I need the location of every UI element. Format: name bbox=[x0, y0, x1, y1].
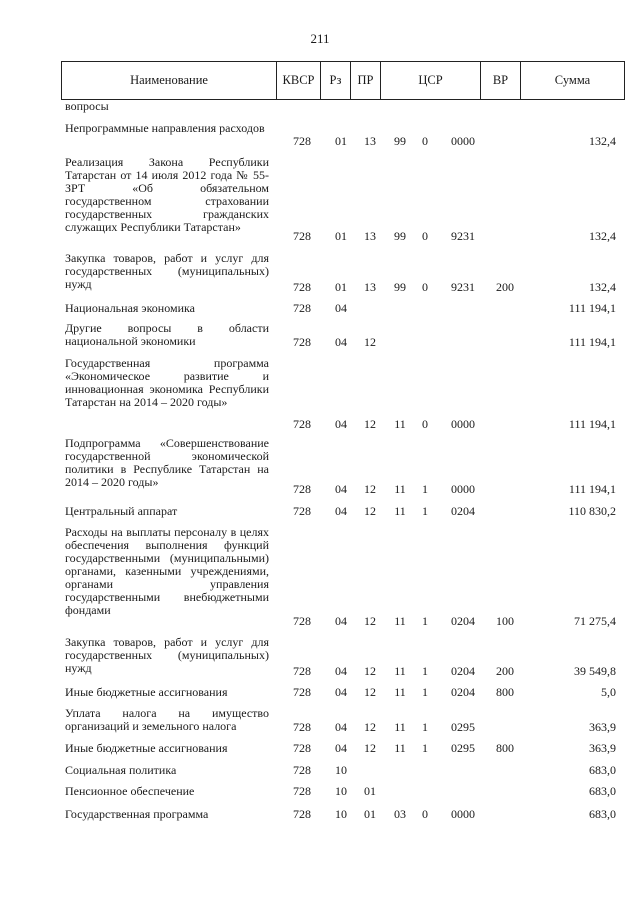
row-pr: 12 bbox=[364, 685, 376, 699]
page-number: 211 bbox=[310, 31, 330, 46]
row-name: Расходы на выплаты персоналу в целях обеспечения выполнения функций государственными (муниципальными) органами, казенными учреждениями, органами управления государственными внебюджетными фондами bbox=[65, 525, 269, 617]
row-name: Центральный аппарат bbox=[65, 504, 178, 518]
row-rz: 04 bbox=[335, 720, 347, 734]
row-sum: 39 549,8 bbox=[574, 664, 616, 678]
row-pr: 13 bbox=[364, 134, 376, 148]
table-row bbox=[0, 156, 640, 243]
row-csr-subprogram: 0 bbox=[422, 280, 428, 294]
row-kvsr: 728 bbox=[293, 280, 311, 294]
row-kvsr: 728 bbox=[293, 614, 311, 628]
row-rz: 01 bbox=[335, 229, 347, 243]
row-csr-program: 99 bbox=[394, 134, 406, 148]
table-row bbox=[0, 764, 640, 777]
row-rz: 04 bbox=[335, 504, 347, 518]
table-row bbox=[0, 437, 640, 496]
row-csr-code: 0295 bbox=[451, 741, 475, 755]
table-row bbox=[0, 357, 640, 431]
row-rz: 04 bbox=[335, 335, 347, 349]
table-row bbox=[0, 302, 640, 315]
row-csr-code: 0000 bbox=[451, 417, 475, 431]
row-pr: 01 bbox=[364, 784, 376, 798]
table-row bbox=[0, 505, 640, 518]
row-pr: 12 bbox=[364, 482, 376, 496]
row-csr-program: 99 bbox=[394, 280, 406, 294]
row-csr-code: 0000 bbox=[451, 482, 475, 496]
row-name: Закупка товаров, работ и услуг для государственных (муниципальных) нужд bbox=[65, 251, 269, 291]
row-rz: 01 bbox=[335, 134, 347, 148]
row-csr-program: 03 bbox=[394, 807, 406, 821]
row-kvsr: 728 bbox=[293, 134, 311, 148]
row-name: Закупка товаров, работ и услуг для государственных (муниципальных) нужд bbox=[65, 635, 269, 675]
row-pr: 12 bbox=[364, 741, 376, 755]
row-name: Другие вопросы в области национальной экономики bbox=[65, 321, 269, 348]
header-pr: ПР bbox=[351, 62, 381, 99]
header-vr: ВР bbox=[481, 62, 521, 99]
row-name: Иные бюджетные ассигнования bbox=[65, 741, 228, 755]
header-kvsr: КВСР bbox=[277, 62, 321, 99]
row-csr-subprogram: 1 bbox=[422, 685, 428, 699]
row-sum: 132,4 bbox=[589, 280, 616, 294]
row-csr-code: 9231 bbox=[451, 280, 475, 294]
row-rz: 04 bbox=[335, 614, 347, 628]
row-sum: 132,4 bbox=[589, 134, 616, 148]
row-rz: 04 bbox=[335, 301, 347, 315]
row-vr: 800 bbox=[496, 741, 514, 755]
row-csr-program: 11 bbox=[394, 614, 406, 628]
row-csr-code: 9231 bbox=[451, 229, 475, 243]
table-row bbox=[0, 100, 640, 113]
row-kvsr: 728 bbox=[293, 784, 311, 798]
row-name: вопросы bbox=[65, 99, 109, 113]
row-sum: 683,0 bbox=[589, 763, 616, 777]
row-csr-code: 0000 bbox=[451, 134, 475, 148]
row-sum: 111 194,1 bbox=[568, 482, 616, 496]
row-pr: 13 bbox=[364, 229, 376, 243]
row-csr-subprogram: 1 bbox=[422, 504, 428, 518]
row-csr-code: 0204 bbox=[451, 504, 475, 518]
row-csr-subprogram: 0 bbox=[422, 134, 428, 148]
table-row bbox=[0, 742, 640, 755]
row-pr: 13 bbox=[364, 280, 376, 294]
row-csr-code: 0204 bbox=[451, 664, 475, 678]
row-kvsr: 728 bbox=[293, 301, 311, 315]
row-csr-code: 0204 bbox=[451, 614, 475, 628]
table-row bbox=[0, 252, 640, 294]
row-csr-subprogram: 1 bbox=[422, 741, 428, 755]
row-name: Социальная политика bbox=[65, 763, 177, 777]
row-rz: 10 bbox=[335, 784, 347, 798]
row-sum: 111 194,1 bbox=[568, 335, 616, 349]
table-row bbox=[0, 526, 640, 628]
row-sum: 683,0 bbox=[589, 807, 616, 821]
row-pr: 12 bbox=[364, 664, 376, 678]
row-csr-program: 99 bbox=[394, 229, 406, 243]
row-sum: 111 194,1 bbox=[568, 417, 616, 431]
row-rz: 04 bbox=[335, 417, 347, 431]
row-name: Подпрограмма «Совершенствование государственной экономической политики в Республике Татарстан на 2014 – 2020 годы» bbox=[65, 436, 269, 489]
row-kvsr: 728 bbox=[293, 741, 311, 755]
header-sum: Сумма bbox=[554, 73, 591, 87]
row-csr-program: 11 bbox=[394, 685, 406, 699]
row-csr-code: 0295 bbox=[451, 720, 475, 734]
row-csr-subprogram: 1 bbox=[422, 664, 428, 678]
row-csr-program: 11 bbox=[394, 482, 406, 496]
row-sum: 363,9 bbox=[589, 720, 616, 734]
row-name: Иные бюджетные ассигнования bbox=[65, 685, 228, 699]
table-row bbox=[0, 686, 640, 699]
row-pr: 12 bbox=[364, 720, 376, 734]
row-sum: 132,4 bbox=[589, 229, 616, 243]
row-csr-code: 0000 bbox=[451, 807, 475, 821]
row-sum: 110 830,2 bbox=[568, 504, 616, 518]
row-pr: 12 bbox=[364, 614, 376, 628]
row-sum: 5,0 bbox=[601, 685, 616, 699]
table-row bbox=[0, 122, 640, 148]
row-kvsr: 728 bbox=[293, 417, 311, 431]
row-rz: 10 bbox=[335, 807, 347, 821]
table-row bbox=[0, 322, 640, 349]
table-row bbox=[0, 636, 640, 678]
row-pr: 12 bbox=[364, 335, 376, 349]
header-rz: Рз bbox=[321, 62, 351, 99]
row-kvsr: 728 bbox=[293, 720, 311, 734]
row-kvsr: 728 bbox=[293, 335, 311, 349]
row-sum: 111 194,1 bbox=[568, 301, 616, 315]
row-kvsr: 728 bbox=[293, 229, 311, 243]
row-csr-program: 11 bbox=[394, 741, 406, 755]
row-sum: 363,9 bbox=[589, 741, 616, 755]
row-csr-program: 11 bbox=[394, 504, 406, 518]
row-kvsr: 728 bbox=[293, 763, 311, 777]
row-kvsr: 728 bbox=[293, 807, 311, 821]
row-name: Национальная экономика bbox=[65, 301, 195, 315]
row-vr: 800 bbox=[496, 685, 514, 699]
row-rz: 04 bbox=[335, 664, 347, 678]
header-csr: ЦСР bbox=[381, 62, 481, 99]
row-pr: 12 bbox=[364, 417, 376, 431]
row-csr-program: 11 bbox=[394, 664, 406, 678]
row-pr: 12 bbox=[364, 504, 376, 518]
row-csr-subprogram: 0 bbox=[422, 417, 428, 431]
row-csr-subprogram: 1 bbox=[422, 720, 428, 734]
table-row bbox=[0, 785, 640, 798]
row-sum: 71 275,4 bbox=[574, 614, 616, 628]
row-kvsr: 728 bbox=[293, 504, 311, 518]
row-name: Государственная программа «Экономическое развитие и инновационная экономика Республики Татарстан на 2014 – 2020 годы» bbox=[65, 356, 269, 409]
row-kvsr: 728 bbox=[293, 685, 311, 699]
row-name: Государственная программа bbox=[65, 807, 209, 821]
row-csr-subprogram: 1 bbox=[422, 482, 428, 496]
table-row bbox=[0, 707, 640, 734]
row-rz: 04 bbox=[335, 482, 347, 496]
row-name: Непрограммные направления расходов bbox=[65, 121, 265, 135]
row-csr-program: 11 bbox=[394, 720, 406, 734]
row-name: Уплата налога на имущество организаций и земельного налога bbox=[65, 706, 269, 733]
row-rz: 01 bbox=[335, 280, 347, 294]
row-kvsr: 728 bbox=[293, 664, 311, 678]
row-csr-subprogram: 0 bbox=[422, 229, 428, 243]
row-csr-program: 11 bbox=[394, 417, 406, 431]
row-rz: 04 bbox=[335, 741, 347, 755]
row-vr: 200 bbox=[496, 664, 514, 678]
table-row bbox=[0, 808, 640, 821]
row-name: Реализация Закона Республики Татарстан от 14 июля 2012 года № 55-ЗРТ «Об обязательном государственном страховании государственных гражданских служащих Республики Татарстан» bbox=[65, 155, 269, 234]
row-name: Пенсионное обеспечение bbox=[65, 784, 195, 798]
row-vr: 100 bbox=[496, 614, 514, 628]
row-csr-subprogram: 1 bbox=[422, 614, 428, 628]
row-sum: 683,0 bbox=[589, 784, 616, 798]
row-csr-code: 0204 bbox=[451, 685, 475, 699]
header-name: Наименование bbox=[62, 62, 277, 99]
row-vr: 200 bbox=[496, 280, 514, 294]
row-rz: 10 bbox=[335, 763, 347, 777]
row-csr-subprogram: 0 bbox=[422, 807, 428, 821]
row-kvsr: 728 bbox=[293, 482, 311, 496]
table-header bbox=[61, 61, 625, 100]
row-rz: 04 bbox=[335, 685, 347, 699]
row-pr: 01 bbox=[364, 807, 376, 821]
